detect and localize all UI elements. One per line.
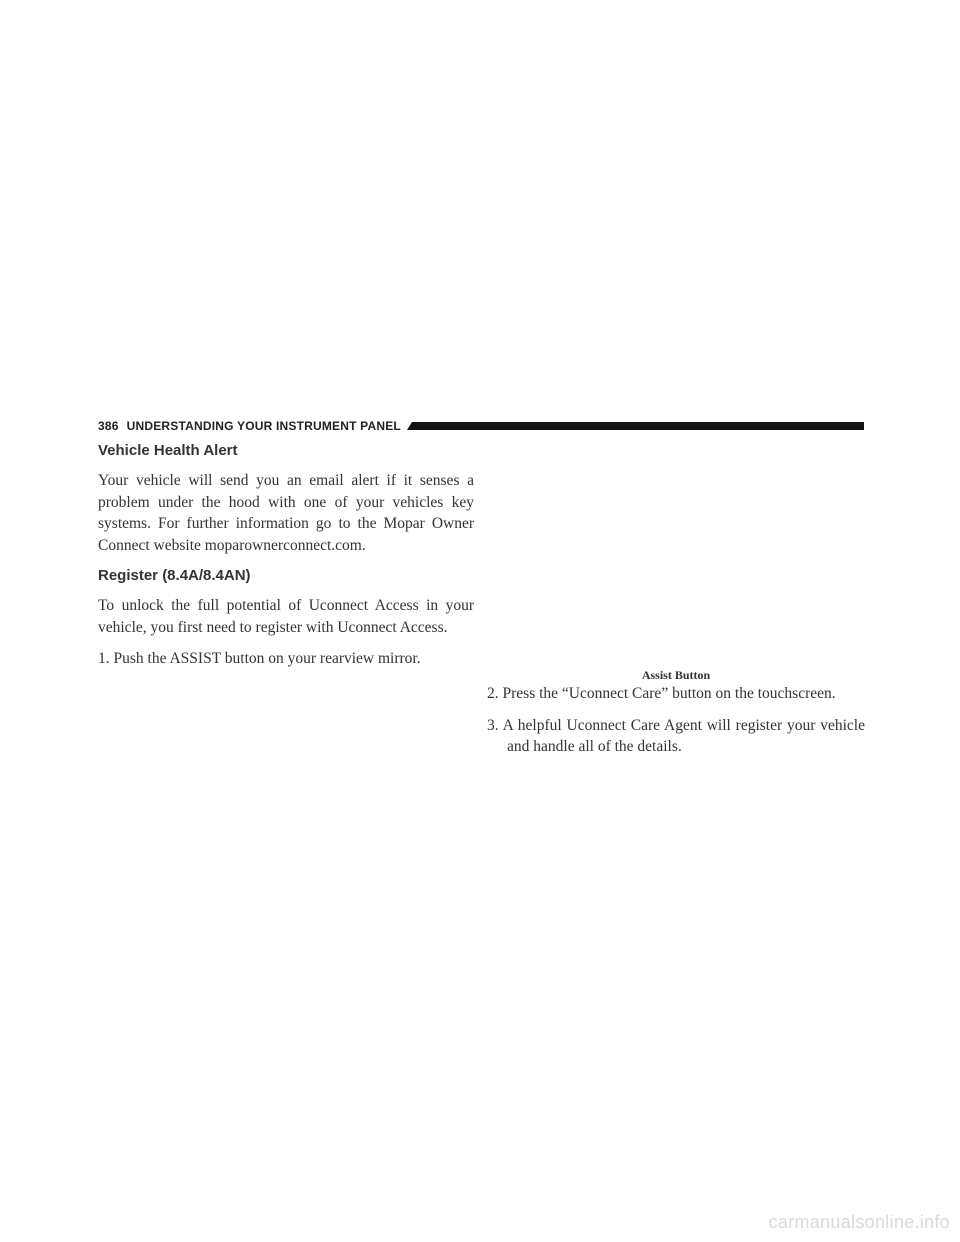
right-column	[487, 683, 865, 768]
page-header	[98, 419, 864, 433]
figure-caption: Assist Button	[641, 668, 711, 682]
step-2: 2. Press the “Uconnect Care” button on the touchscreen.	[487, 685, 836, 702]
step-1: 1. Push the ASSIST button on your rearview mirror.	[98, 650, 421, 667]
paragraph-register: To unlock the full potential of Uconnect Access in your vehicle, you first need to register with Uconnect Access.	[98, 597, 474, 636]
page-number: 386	[98, 419, 119, 433]
header-rule	[407, 422, 864, 430]
left-column	[98, 441, 474, 680]
heading-vehicle-health-alert: Vehicle Health Alert	[98, 442, 238, 459]
section-title: UNDERSTANDING YOUR INSTRUMENT PANEL	[126, 419, 401, 433]
heading-register: Register (8.4A/8.4AN)	[98, 567, 251, 584]
step-3: 3. A helpful Uconnect Care Agent will register your vehicle and handle all of the details.	[487, 716, 865, 755]
paragraph-vehicle-health-alert: Your vehicle will send you an email alert if it senses a problem under the hood with one of your vehicles key systems. For further information go to the Mopar Owner Connect website moparownerconnect.com.	[98, 472, 474, 554]
watermark: carmanualsonline.info	[768, 1212, 950, 1232]
